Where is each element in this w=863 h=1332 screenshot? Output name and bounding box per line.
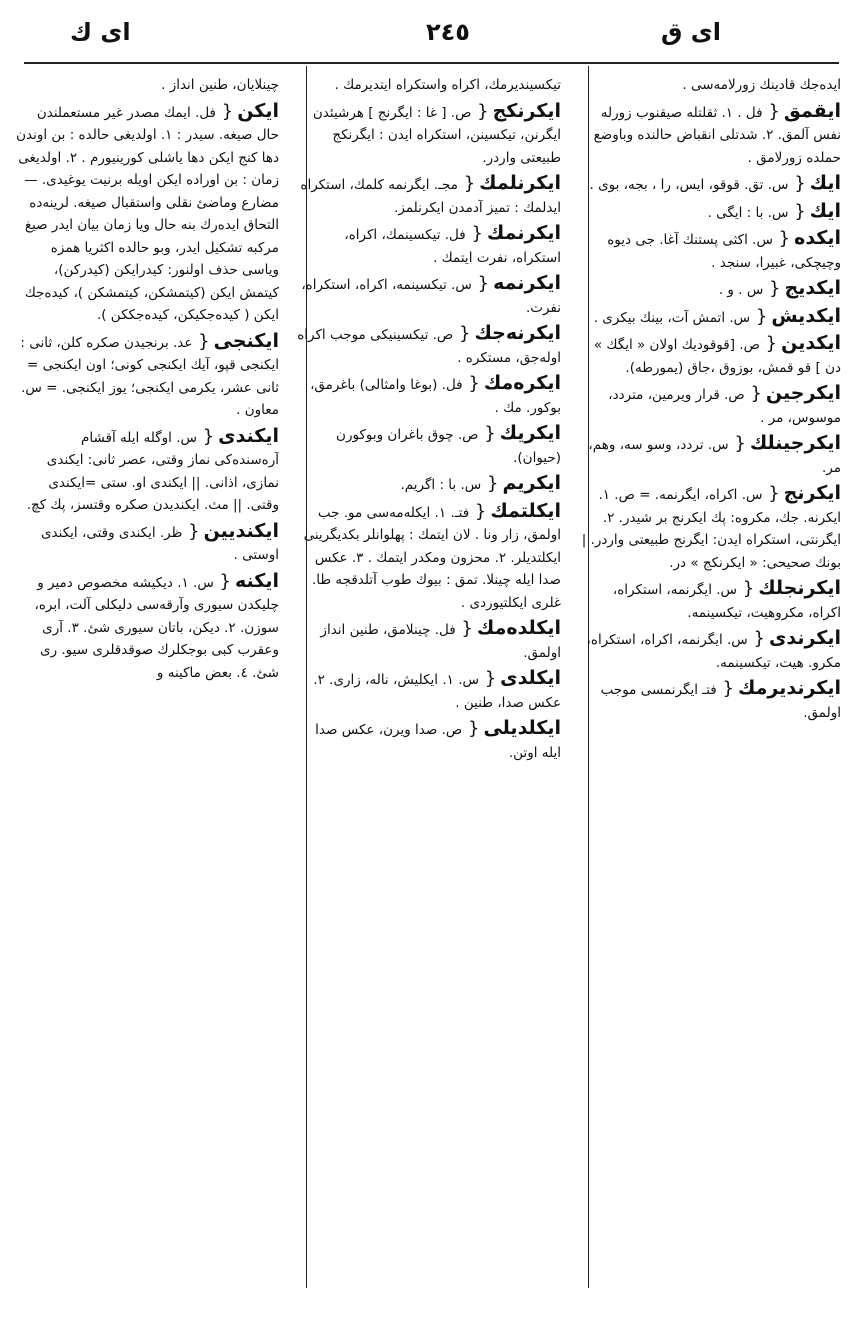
entry-definition: { ص. تیكسینيكی موجب اكراە اولەجق، مستكرە . bbox=[297, 327, 561, 366]
entry-definition: { س. ١. دیكیشە مخصوص دمیر و چلیكدن سیوری وآرقەسی دلیكلی آلت، ابرە، سوزن. ٢. دیكن، باتان سیوری شئ. ٣. آری وعقرب كبی بوجكلرك صوقدقلری سیو. ری شئ. ٤. بعض ماكینە و bbox=[34, 575, 279, 681]
dictionary-entry bbox=[576, 677, 841, 724]
entry-headword: ایكرجین bbox=[765, 382, 841, 404]
entry-headword: ایكدیش bbox=[771, 304, 841, 327]
dictionary-entry bbox=[576, 200, 841, 225]
entry-definition: { س. اتمش آت، بینك بیكری . bbox=[594, 310, 768, 326]
entry-definition: { ص. [ غا : ایگرنج ] هرشیئدن ایگرنن، تیكسینن، استكراە ایدن : ایگرنكج طبیعتی واردر. bbox=[313, 105, 561, 166]
dictionary-entry bbox=[14, 74, 279, 97]
header-left-key: ای ك bbox=[70, 18, 131, 46]
dictionary-entry bbox=[576, 100, 841, 170]
dictionary-entry bbox=[296, 74, 561, 97]
column-middle bbox=[296, 74, 561, 1284]
dictionary-entry bbox=[576, 577, 841, 624]
dictionary-entry bbox=[576, 332, 841, 379]
dictionary-entry bbox=[296, 272, 561, 319]
entry-continuation: چینلایان، طنین انداز . bbox=[161, 77, 279, 93]
entry-headword: ایكرنمە bbox=[493, 272, 561, 294]
entry-definition: { س. تق. قوقو، ایس، را ، بجە، بوی . bbox=[589, 177, 805, 193]
entry-definition: { س. با : اگریم. bbox=[401, 477, 499, 493]
dictionary-entry bbox=[14, 425, 279, 517]
dictionary-entry bbox=[296, 500, 561, 615]
entry-definition: { س. اكثی پستنك آغا. جی دیوە وچیچكی، غبیرا، سنجد . bbox=[607, 232, 841, 271]
entry-headword: ایكن bbox=[237, 99, 279, 122]
dictionary-entry bbox=[296, 372, 561, 419]
dictionary-entry bbox=[14, 330, 279, 422]
entry-headword: ایكرەمك bbox=[483, 372, 561, 394]
dictionary-entry bbox=[296, 617, 561, 664]
dictionary-entry bbox=[14, 520, 279, 567]
column-left bbox=[14, 74, 279, 1284]
entry-headword: ایكرجینلك bbox=[749, 432, 841, 454]
entry-headword: ایكریم bbox=[502, 472, 561, 494]
page-number: ٢٤٥ bbox=[426, 18, 470, 46]
entry-definition: { س . و . bbox=[719, 282, 781, 298]
entry-definition: { س. تیكسینمە، اكراە، استكراە، نفرت. bbox=[301, 277, 561, 316]
dictionary-entry bbox=[576, 432, 841, 479]
header-right-key: ای ق bbox=[660, 18, 721, 46]
entry-definition: { س. اوگلە ایلە آقشام آرەسندەكی نماز وقتی، عصر ثانی: ایكندی نمازی، اذانی. || ایكندی او. ستی =ایكندی وقتی. || مث. ایكندیدن صكرە وقتسز، پك كچ. bbox=[27, 430, 279, 514]
entry-continuation: تیكسینديرمك، اكراە واستكراە ایتدیرمك . bbox=[334, 77, 561, 93]
entry-definition: { ص. چوق باغران وبوكورن (حیوان). bbox=[336, 427, 561, 466]
entry-definition: { س. ایگرنمە، اكراە، استكراە، مكرو. هیت، تیكسینمە. bbox=[587, 632, 841, 671]
dictionary-entry bbox=[14, 100, 279, 327]
entry-definition: { فل. ایمك مصدر غیر مستعملندن حال صیغە. سیدر : ١. اولدیغی حالدە : بن اوندن دها كنج ایكن دها یاشلی كورینیورم . ٢. اولدیغی زمان : بن اورادە ایكن اویلە برنیت یوغیدی. — مضارع وماضئ نقلی واستقبال صیغە. لرینەدە التحاق ایدەرك بنە حال ویا زمان بیان ایدر صیغ مركبە تشكیل ایدر، وبو حالدە اكثریا همزە ویاسی حذف اولنور: كیدرایكن (كیدركن)، كیتمش ایكن (كیتمشكن، كیتمشكن )، كیدەجك ایكن ( كیدەجكیكن، كیدەجككن ). bbox=[16, 105, 279, 324]
entry-definition: { ص. [قوقودیك اولان « ایگك » دن ] قو قمش، بوزوق ،جاق (یمورطە). bbox=[594, 337, 841, 376]
entry-definition: { فل. تیكسینمك، اكراە، استكراە، نفرت ایتمك . bbox=[344, 227, 561, 266]
entry-definition: { عد. برنجیدن صكرە كلن، ثانی : ایكنجی قپو، آیك ایكنجی كونی؛ اون ایكنجی = ثانی عشر، یكرمی ایكنجی؛ یوز ایكنجی. = س. معاون . bbox=[20, 335, 279, 419]
entry-definition: { ص. صدا ویرن، عكس صدا ایلە اوتن. bbox=[315, 722, 561, 761]
dictionary-entry bbox=[296, 100, 561, 170]
entry-definition: { فل. (بوغا وامثالی) باغرمق، بوكور. مك . bbox=[310, 377, 561, 416]
dictionary-entry bbox=[296, 322, 561, 369]
entry-definition: { فتـ. ١. ایكلەمەسی مو. جب اولمق، زار ونا . لان ایتمك : پهلوانلر بكدیگرینی ایكلتدیلر. ٢. محزون ومكدر ایتمك . ٣. عكس صدا ایلە چینلا. تمق : بیوك طوب آتلدقجە طا. غلری ایكلتیوردی . bbox=[304, 505, 561, 611]
entry-headword: ایكلدی bbox=[500, 667, 561, 689]
entry-headword: ایكنجی bbox=[213, 329, 279, 352]
entry-headword: ایقمق bbox=[783, 99, 841, 122]
dictionary-entry bbox=[296, 172, 561, 219]
entry-definition: { ظر. ایكندی وقتی، ایكندی اوستی . bbox=[41, 525, 279, 564]
entry-definition: { فتـ ایگرنمسی موجب اولمق. bbox=[601, 682, 841, 721]
dictionary-entry bbox=[296, 717, 561, 764]
entry-headword: ایكرنكج bbox=[492, 99, 561, 122]
entry-headword: ایكرنجلك bbox=[758, 577, 841, 599]
entry-definition: { ص. قرار ویرمین، متردد، موسوس، مر . bbox=[608, 387, 841, 426]
entry-headword: ایكلدیلی bbox=[483, 717, 561, 739]
dictionary-entry bbox=[296, 422, 561, 469]
entry-headword: ایكندی bbox=[218, 424, 279, 447]
header-rule bbox=[24, 62, 839, 64]
entry-definition: { مجـ. ایگرنمە كلمك، استكراە ایدلمك : تمیز آدمدن ایكرنلمز. bbox=[300, 177, 561, 216]
entry-headword: ایكدە bbox=[794, 227, 841, 249]
dictionary-entry bbox=[576, 227, 841, 274]
entry-definition: { فل . ١. ثقلتلە صیقنوب زورلە نفس آلمق. ٢. شدتلی انقباض حالندە وباوضع حملدە زورلامق . bbox=[594, 105, 841, 166]
entry-headword: ایكرنمك bbox=[486, 222, 561, 244]
column-right bbox=[576, 74, 841, 1284]
entry-headword: ایك bbox=[809, 172, 841, 194]
entry-headword: ایكرنەجك bbox=[474, 322, 561, 344]
dictionary-entry bbox=[576, 305, 841, 330]
entry-headword: ایكرنج bbox=[783, 482, 841, 504]
entry-headword: ایكریك bbox=[499, 422, 561, 444]
entry-definition: { س. تردد، وسو سە، وهم، مر. bbox=[588, 437, 841, 476]
entry-definition: { س. با : ایگی . bbox=[708, 205, 806, 221]
dictionary-entry bbox=[576, 482, 841, 574]
entry-headword: ایك bbox=[809, 199, 841, 222]
entry-headword: ایكلدەمك bbox=[476, 617, 561, 639]
dictionary-entry bbox=[296, 472, 561, 497]
dictionary-entry bbox=[576, 627, 841, 674]
dictionary-entry bbox=[296, 667, 561, 714]
entry-headword: ایكدیج bbox=[784, 277, 841, 299]
dictionary-entry bbox=[576, 74, 841, 97]
entry-definition: { س. اكراە، ایگرنمە. = ص. ١. ایكرنە. جك، مكروە: پك ایكرنج بر شیدر. ٢. ایگرنتی، استكراە ایدن: ایگرنج طبیعتی واردر. | بونك صحیحی: « ایكرنكج » در. bbox=[582, 487, 841, 571]
entry-headword: ایكنە bbox=[235, 569, 279, 592]
dictionary-entry bbox=[576, 277, 841, 302]
entry-definition: { س. ایگرنمە، استكراە، اكراە، مكروهیت، تیكسینمە. bbox=[613, 582, 841, 621]
entry-headword: ایكرندی bbox=[768, 627, 841, 649]
entry-headword: ایكرندیرمك bbox=[737, 677, 841, 699]
entry-continuation: ایدەجك قادینك زورلامەسی . bbox=[682, 77, 841, 93]
entry-headword: ایكرنلمك bbox=[479, 172, 561, 194]
dictionary-entry bbox=[576, 172, 841, 197]
page-header bbox=[22, 18, 841, 56]
entry-headword: ایكلتمك bbox=[490, 499, 561, 522]
dictionary-entry bbox=[296, 222, 561, 269]
dictionary-entry bbox=[576, 382, 841, 429]
entry-definition: { س. ١. ایكلیش، نالە، زاری. ٢. عكس صدا، طنین . bbox=[313, 672, 561, 711]
entry-headword: ایكدین bbox=[781, 332, 841, 354]
entry-definition: { فل. چینلامق، طنین انداز اولمق. bbox=[320, 622, 561, 661]
entry-headword: ایكندیین bbox=[203, 519, 279, 542]
dictionary-entry bbox=[14, 570, 279, 685]
